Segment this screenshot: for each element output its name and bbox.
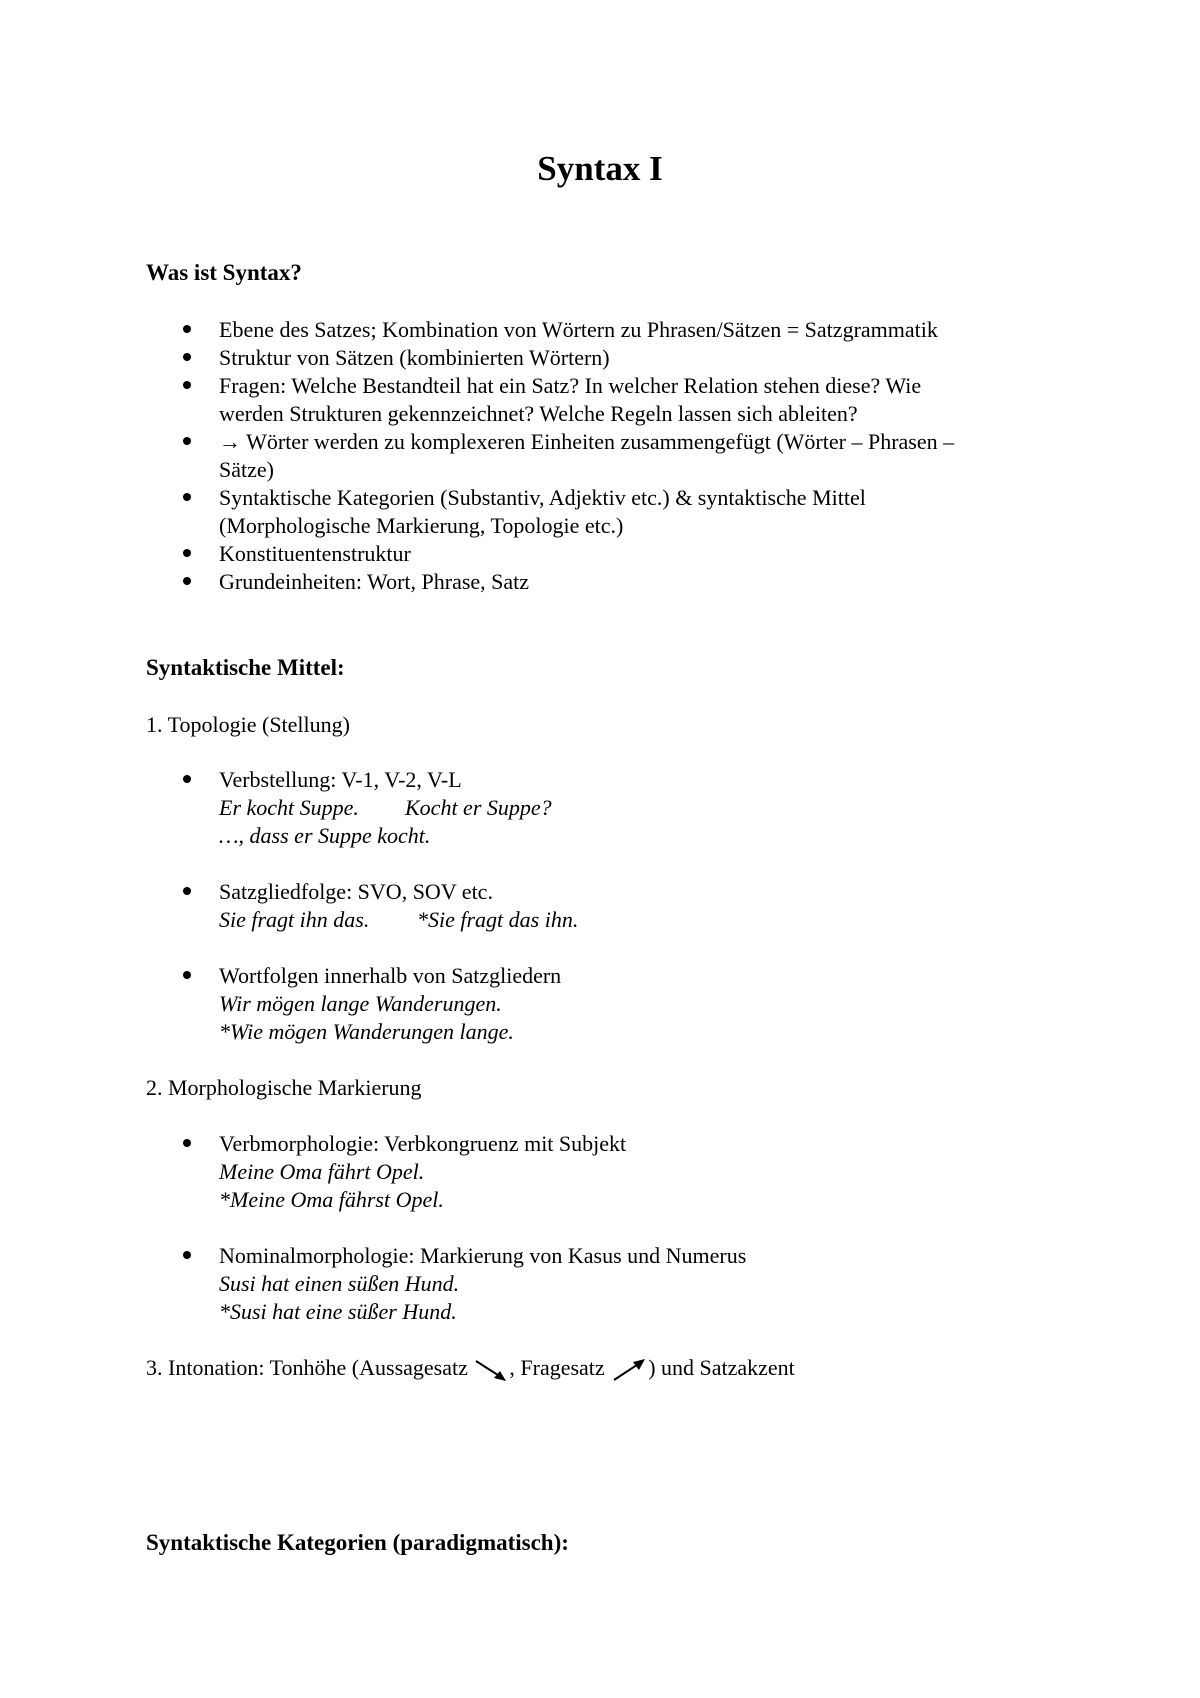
bullet-icon bbox=[183, 493, 191, 501]
list-item: Grundeinheiten: Wort, Phrase, Satz bbox=[219, 569, 530, 594]
list-item: Satzgliedfolge: SVO, SOV etc. bbox=[219, 879, 493, 904]
heading-was-ist-syntax: Was ist Syntax? bbox=[146, 260, 302, 285]
list-item bbox=[219, 428, 954, 456]
list-item-continuation: (Morphologische Markierung, Topologie etc.) bbox=[219, 513, 624, 538]
bullet-icon bbox=[183, 353, 191, 361]
example-sentence: Wir mögen lange Wanderungen. bbox=[219, 991, 502, 1016]
list-item: Wortfolgen innerhalb von Satzgliedern bbox=[219, 963, 562, 988]
bullet-icon bbox=[183, 1251, 191, 1259]
bullet-icon bbox=[183, 775, 191, 783]
page-title: Syntax I bbox=[537, 149, 663, 188]
bullet-icon bbox=[183, 577, 191, 585]
heading-syntaktische-kategorien: Syntaktische Kategorien (paradigmatisch): bbox=[146, 1530, 569, 1555]
heading-syntaktische-mittel: Syntaktische Mittel: bbox=[146, 655, 345, 680]
example-sentence: Er kocht Suppe. bbox=[219, 795, 359, 820]
list-item: Verbmorphologie: Verbkongruenz mit Subjekt bbox=[219, 1131, 627, 1156]
example-sentence: *Susi hat eine süßer Hund. bbox=[219, 1299, 457, 1324]
example-sentence: Susi hat einen süßen Hund. bbox=[219, 1271, 460, 1296]
intonation-text: 3. Intonation: Tonhöhe (Aussagesatz bbox=[146, 1355, 474, 1380]
intonation-text: ) und Satzakzent bbox=[648, 1355, 795, 1380]
bullet-icon bbox=[183, 437, 191, 445]
intonation-line bbox=[146, 1354, 795, 1383]
list-item-continuation: werden Strukturen gekennzeichnet? Welche Regeln lassen sich ableiten? bbox=[219, 401, 858, 426]
example-sentence: *Sie fragt das ihn. bbox=[417, 907, 579, 932]
example-sentence: Sie fragt ihn das. bbox=[219, 907, 370, 932]
sublist-label: 1. Topologie (Stellung) bbox=[146, 712, 350, 737]
list-item: Ebene des Satzes; Kombination von Wörtern zu Phrasen/Sätzen = Satzgrammatik bbox=[219, 317, 938, 342]
list-item-text: Wörter werden zu komplexeren Einheiten zusammengefügt (Wörter – Phrasen – bbox=[241, 429, 955, 454]
list-item-continuation: Sätze) bbox=[219, 457, 274, 482]
list-item: Nominalmorphologie: Markierung von Kasus und Numerus bbox=[219, 1243, 747, 1268]
arrow-right-icon: → bbox=[219, 429, 241, 454]
list-item: Struktur von Sätzen (kombinierten Wörtern) bbox=[219, 345, 610, 370]
intonation-text: , Fragesatz bbox=[509, 1355, 611, 1380]
example-sentence: Meine Oma fährt Opel. bbox=[219, 1159, 425, 1184]
list-item: Verbstellung: V-1, V-2, V-L bbox=[219, 767, 462, 792]
list-item: Konstituentenstruktur bbox=[219, 541, 411, 566]
example-sentence: *Wie mögen Wanderungen lange. bbox=[219, 1019, 514, 1044]
bullet-icon bbox=[183, 381, 191, 389]
arrow-up-right-icon bbox=[610, 1357, 648, 1383]
example-sentence: Kocht er Suppe? bbox=[405, 795, 552, 820]
example-sentence: …, dass er Suppe kocht. bbox=[219, 823, 431, 848]
bullet-icon bbox=[183, 971, 191, 979]
arrow-down-right-icon bbox=[473, 1357, 509, 1383]
sublist-label: 2. Morphologische Markierung bbox=[146, 1075, 422, 1100]
bullet-icon bbox=[183, 1139, 191, 1147]
bullet-icon bbox=[183, 325, 191, 333]
example-sentence: *Meine Oma fährst Opel. bbox=[219, 1187, 444, 1212]
list-item: Syntaktische Kategorien (Substantiv, Adjektiv etc.) & syntaktische Mittel bbox=[219, 485, 866, 510]
list-item: Fragen: Welche Bestandteil hat ein Satz? In welcher Relation stehen diese? Wie bbox=[219, 373, 922, 398]
bullet-icon bbox=[183, 887, 191, 895]
bullet-icon bbox=[183, 549, 191, 557]
